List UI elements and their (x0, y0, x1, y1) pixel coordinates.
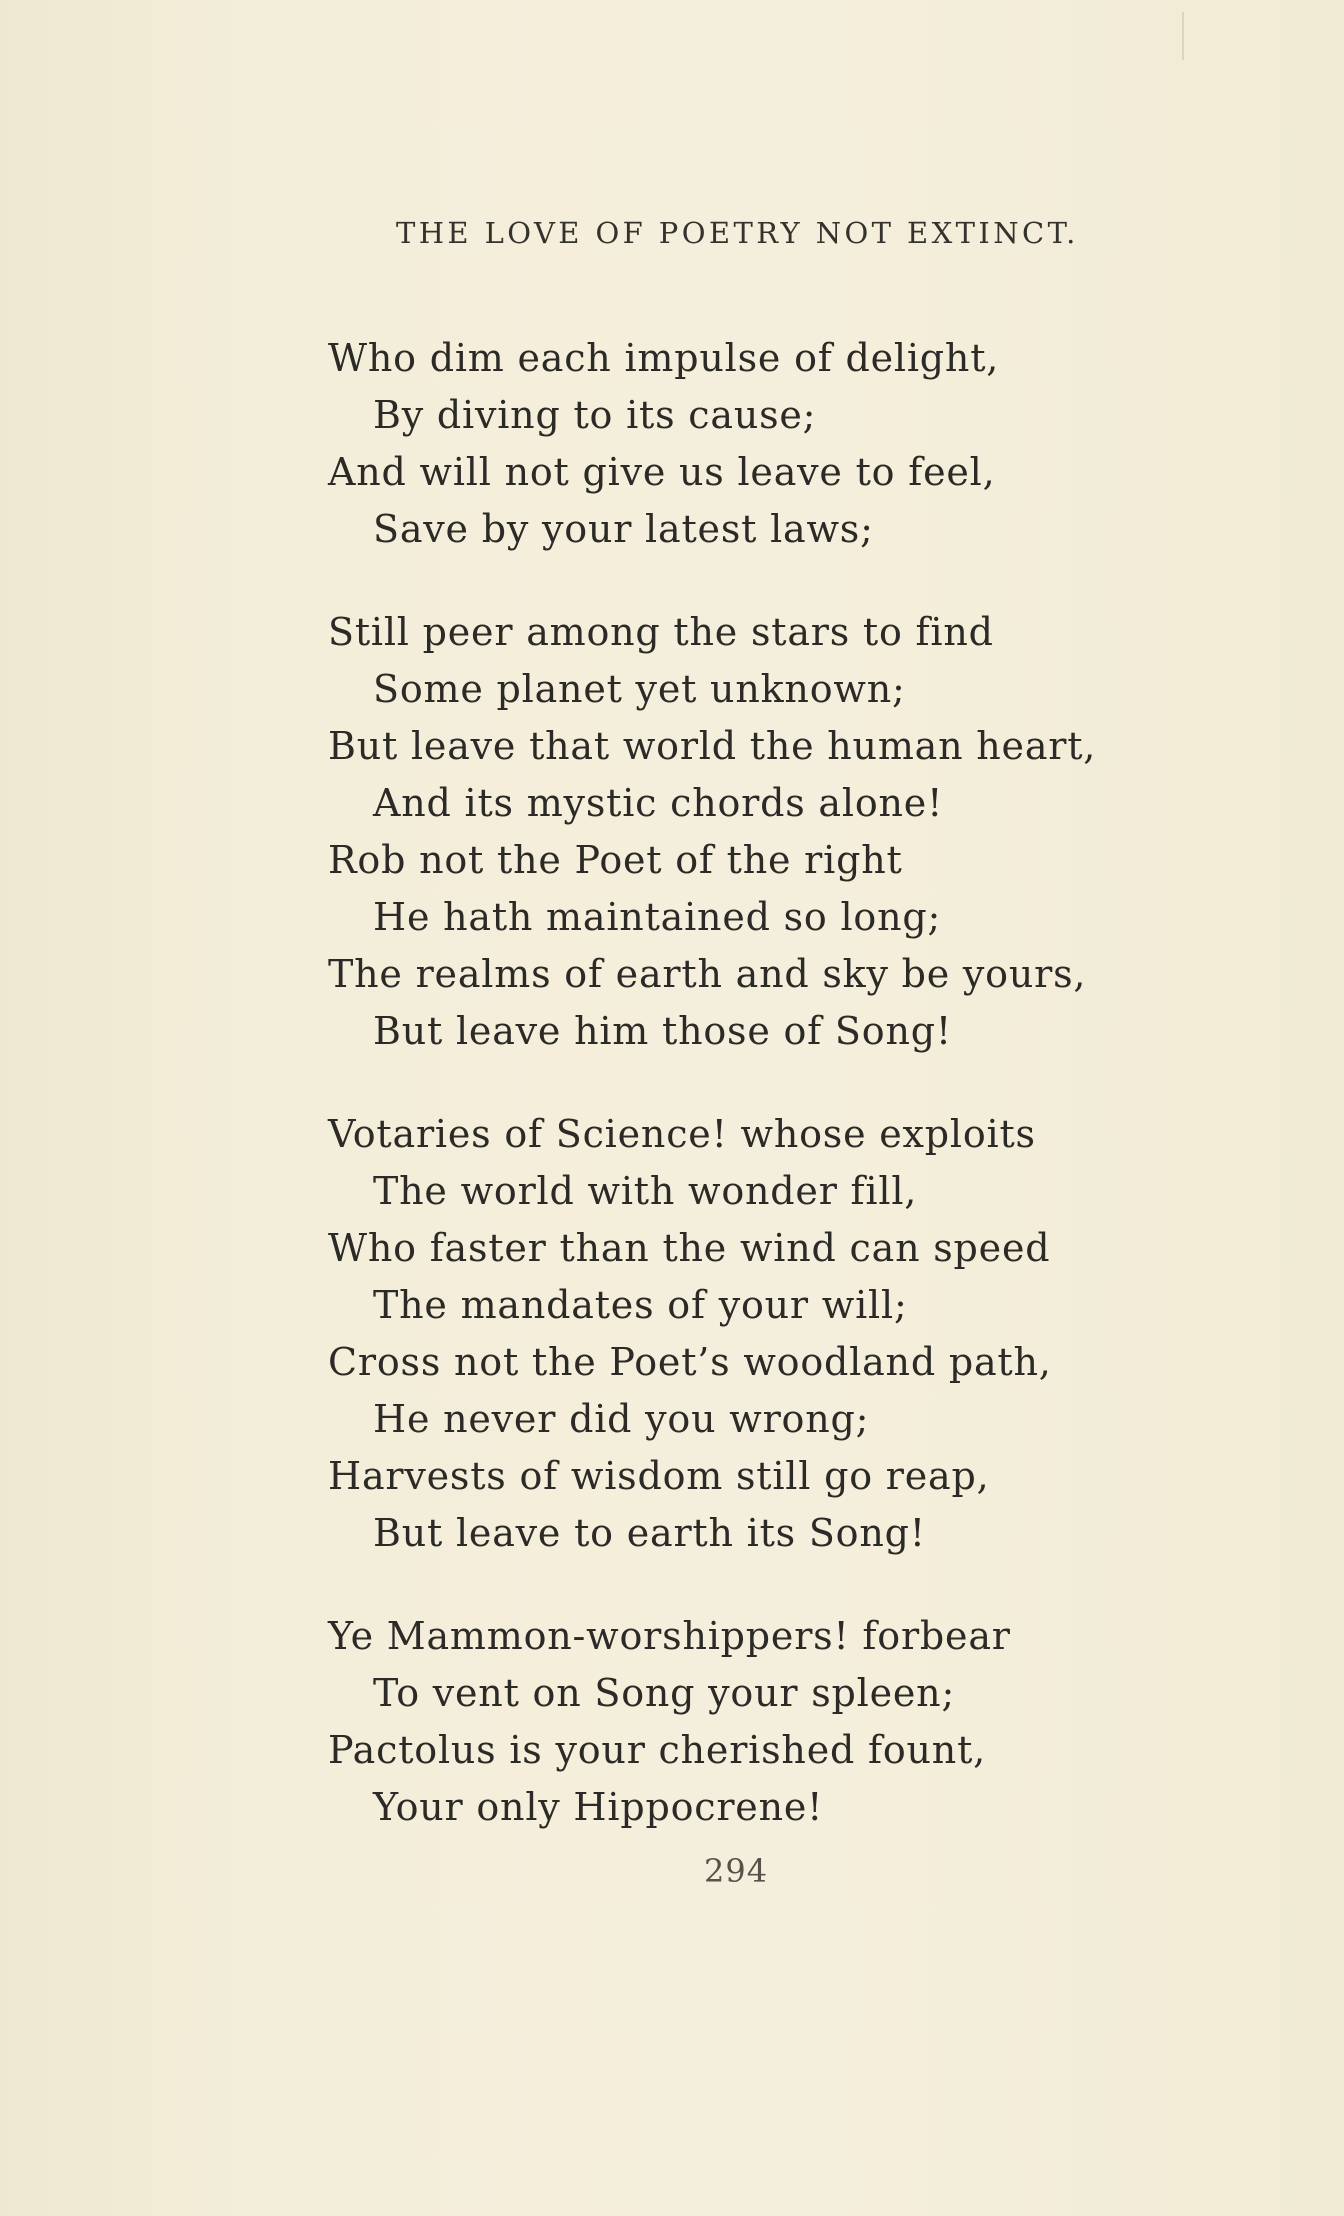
poem-line: Rob not the Poet of the right (328, 838, 903, 882)
poem-line: He hath maintained so long; (373, 895, 942, 939)
poem-line: But leave that world the human heart, (328, 724, 1097, 768)
poem-line: Ye Mammon-worshippers! forbear (328, 1614, 1011, 1658)
stanza (328, 604, 1128, 1060)
page-number: 294 (704, 1852, 769, 1890)
poem-line: Pactolus is your cherished fount, (328, 1728, 987, 1772)
poem-line: Your only Hippocrene! (373, 1785, 824, 1829)
poem-line: By diving to its cause; (373, 393, 817, 437)
poem-line: But leave him those of Song! (373, 1009, 952, 1053)
running-head: THE LOVE OF POETRY NOT EXTINCT. (396, 216, 1079, 250)
poem-line: Votaries of Science! whose exploits (328, 1112, 1036, 1156)
stanza (328, 1608, 1128, 1836)
poem-line: And will not give us leave to feel, (328, 450, 996, 494)
poem-line: The world with wonder fill, (373, 1169, 918, 1213)
paper-mark (1182, 12, 1184, 60)
poem-body (328, 330, 1128, 1882)
poem-line: Cross not the Poet’s woodland path, (328, 1340, 1052, 1384)
poem-line: He never did you wrong; (373, 1397, 870, 1441)
poem-line: Still peer among the stars to find (328, 610, 994, 654)
stanza (328, 1106, 1128, 1562)
poem-line: Save by your latest laws; (373, 507, 874, 551)
poem-line: Who faster than the wind can speed (328, 1226, 1051, 1270)
poem-line: Who dim each impulse of delight, (328, 336, 1000, 380)
poem-line: And its mystic chords alone! (373, 781, 944, 825)
poem-line: The realms of earth and sky be yours, (328, 952, 1087, 996)
poem-line: Harvests of wisdom still go reap, (328, 1454, 990, 1498)
stanza (328, 330, 1128, 558)
poem-line: But leave to earth its Song! (373, 1511, 926, 1555)
poem-line: Some planet yet unknown; (373, 667, 906, 711)
poem-line: The mandates of your will; (373, 1283, 908, 1327)
poem-line: To vent on Song your spleen; (373, 1671, 956, 1715)
